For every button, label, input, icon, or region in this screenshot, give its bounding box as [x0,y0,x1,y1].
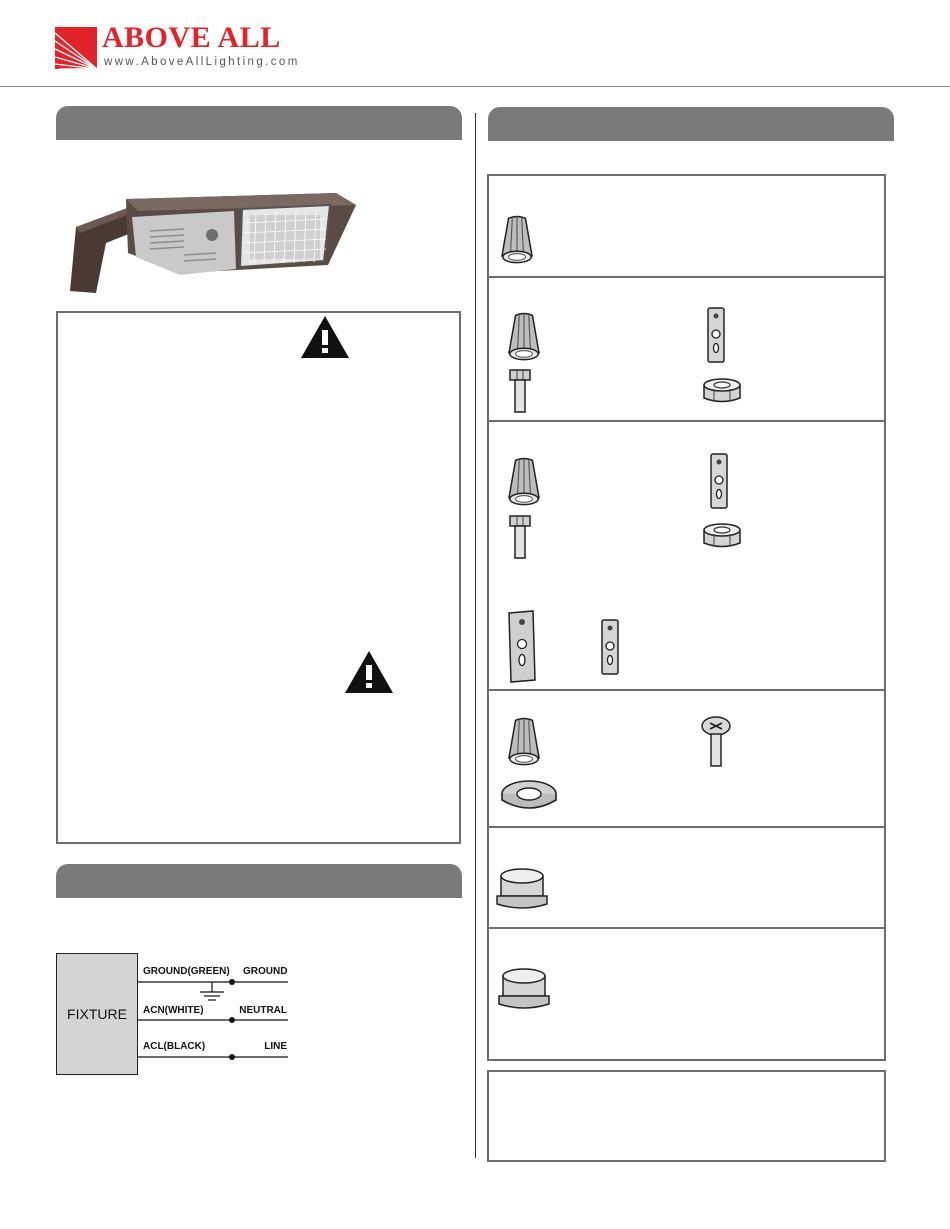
wire-nut-icon [508,310,540,364]
phillips-screw-icon [700,714,732,768]
wire-label-line: ACL(BLACK) [143,1041,206,1052]
note-box [487,1070,886,1162]
terminal-label-ground: GROUND [243,966,288,977]
terminal-label-neutral: NEUTRAL [239,1005,287,1016]
wire-label-neutral: ACN(WHITE) [143,1005,204,1016]
mounting-plate-icon [706,305,726,365]
fixture-product-image [66,183,362,293]
wire-nut-icon [501,213,533,267]
mounting-plate-icon [600,617,620,677]
brand-url: www.AboveAllLighting.com [104,56,300,68]
column-divider [475,113,476,1158]
warning-box [56,311,461,844]
wire-nut-icon [508,455,540,509]
hex-bolt-icon [507,366,533,414]
lock-washer-icon [499,778,559,814]
hex-nut-icon [702,376,742,406]
mounting-plate-icon [709,451,729,511]
hex-bolt-icon [507,512,533,560]
bushing-icon [497,966,551,1010]
header-divider [0,86,950,87]
section-header-bar-wiring [56,864,462,898]
hex-nut-icon [702,521,742,551]
hardware-row [489,420,884,691]
bushing-icon [495,866,549,910]
section-header-bar-product [56,106,462,140]
wire-nut-icon [508,715,540,769]
sunburst-logo-icon [55,27,97,69]
fixture-label: FIXTURE [67,1006,127,1022]
terminal-label-line: LINE [264,1041,287,1052]
fixture-block [56,953,138,1075]
brand-name: ABOVE ALL [102,21,281,54]
warning-triangle-icon [301,316,349,358]
hardware-row [489,276,884,422]
section-header-bar-hardware [488,107,894,141]
warning-triangle-icon [345,651,393,693]
wide-mounting-plate-icon [505,610,537,684]
hardware-table [487,174,886,1061]
hardware-row [489,176,884,278]
wire-label-ground: GROUND(GREEN) [143,966,230,977]
